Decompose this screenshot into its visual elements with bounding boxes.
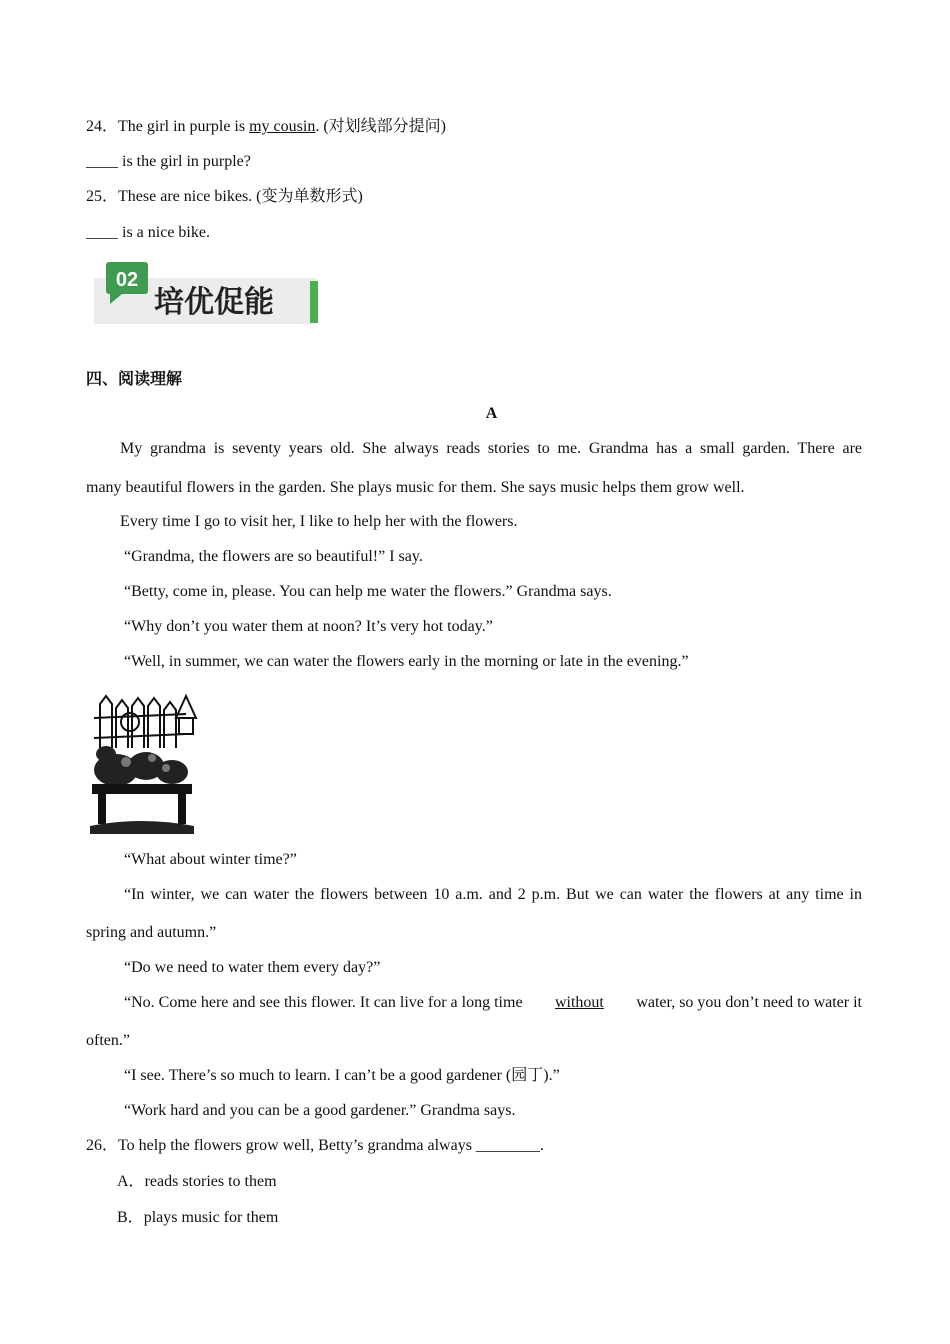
passage-paragraph-9: “Do we need to water them every day?” xyxy=(124,959,381,976)
answer-line-24: ____ is the girl in purple? xyxy=(86,153,251,170)
option-b[interactable] xyxy=(117,1208,278,1228)
badge-number: 02 xyxy=(115,269,139,291)
passage-text: water, so you don’t need to water it xyxy=(632,994,862,1011)
garden-illustration xyxy=(86,688,198,834)
question-text: These are nice bikes. (变为单数形式) xyxy=(118,188,363,205)
section-heading: 四、阅读理解 xyxy=(86,371,183,388)
passage-paragraph-1-line-1: My grandma is seventy years old. She always reads stories to me. Grandma has a small garden. There are xyxy=(120,440,862,457)
underlined-word: without xyxy=(554,994,604,1011)
answer-line-25: ____ is a nice bike. xyxy=(86,224,210,241)
passage-paragraph-11: “I see. There’s so much to learn. I can’t be a good gardener (园丁).” xyxy=(124,1067,560,1084)
passage-text: “No. Come here and see this flower. It can live for a long time xyxy=(124,994,527,1011)
passage-paragraph-2: Every time I go to visit her, I like to help her with the flowers. xyxy=(120,513,518,530)
passage-paragraph-1-line-2: many beautiful flowers in the garden. She plays music for them. She says music helps them grow well. xyxy=(86,479,745,496)
passage-label: A xyxy=(485,405,498,422)
question-text: To help the flowers grow well, Betty’s grandma always ________. xyxy=(118,1137,544,1154)
passage-paragraph-8-line-1: “In winter, we can water the flowers between 10 a.m. and 2 p.m. But we can water the flowers at any time in xyxy=(124,886,862,903)
option-text: reads stories to them xyxy=(144,1173,277,1190)
passage-paragraph-5: “Why don’t you water them at noon? It’s very hot today.” xyxy=(124,618,493,635)
passage-paragraph-10-line-1 xyxy=(124,993,862,1013)
question-24 xyxy=(86,117,446,137)
option-a[interactable] xyxy=(117,1172,277,1192)
passage-paragraph-7: “What about winter time?” xyxy=(124,851,297,868)
passage-paragraph-4: “Betty, come in, please. You can help me water the flowers.” Grandma says. xyxy=(124,583,612,600)
option-text: plays music for them xyxy=(143,1209,279,1226)
question-number: 25． xyxy=(86,188,119,205)
option-label: B． xyxy=(117,1209,144,1226)
passage-paragraph-6: “Well, in summer, we can water the flowers early in the morning or late in the evening.” xyxy=(124,653,689,670)
passage-paragraph-8-line-2: spring and autumn.” xyxy=(86,924,217,941)
question-text: The girl in purple is xyxy=(118,118,250,135)
passage-paragraph-10-line-2: often.” xyxy=(86,1032,130,1049)
banner-title: 培优促能 xyxy=(154,285,274,320)
option-label: A． xyxy=(117,1173,145,1190)
passage-paragraph-3: “Grandma, the flowers are so beautiful!” I say. xyxy=(124,548,423,565)
question-number: 24． xyxy=(86,118,119,135)
question-instruction: . (对划线部分提问) xyxy=(315,118,446,135)
underlined-phrase: my cousin xyxy=(249,118,316,135)
question-number: 26． xyxy=(86,1137,119,1154)
question-26 xyxy=(86,1136,544,1156)
passage-paragraph-12: “Work hard and you can be a good gardener.” Grandma says. xyxy=(124,1102,516,1119)
banner-bar xyxy=(310,281,318,323)
section-banner xyxy=(94,260,320,326)
question-25 xyxy=(86,187,363,207)
